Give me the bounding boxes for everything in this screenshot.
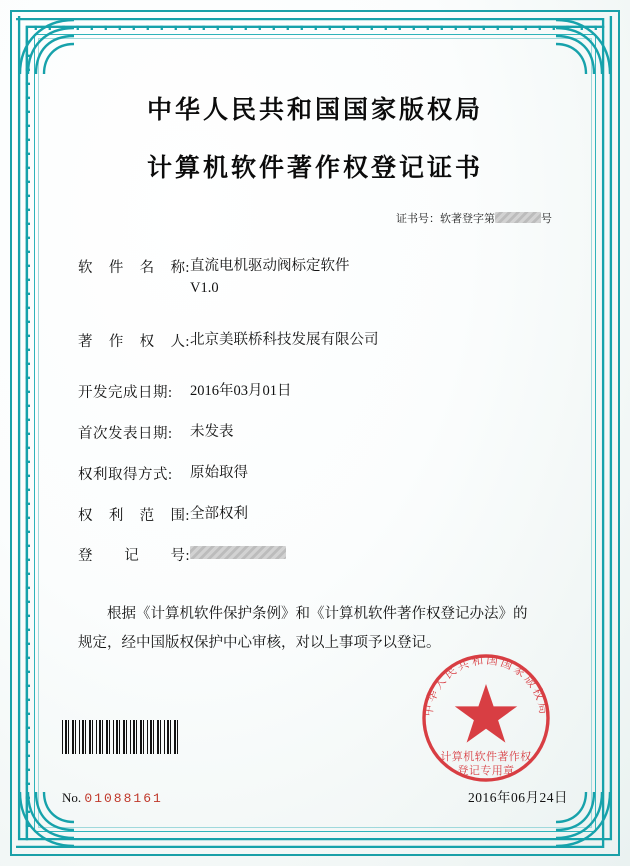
field-label-registration-number [78,544,190,565]
field-value-development-date: 2016年03月01日 [190,383,292,400]
field-label-acquisition-method: 权利取得方式: [78,466,173,483]
field-row-copyright-owner [78,330,578,352]
label-char: 登 [78,548,93,565]
software-version-text: V1.0 [190,279,219,296]
serial-number [62,790,163,806]
certificate-number-label: 证书号： [396,213,440,225]
label-char: 号: [170,548,190,565]
field-label-first-publication-date: 首次发表日期: [78,426,173,442]
title-block [52,90,578,184]
field-row-acquisition-method [78,463,578,485]
legal-statement-line-1: 根据《计算机软件保护条例》和《计算机软件著作权登记办法》的 [107,606,528,622]
field-value-software-name [190,256,578,300]
label-char: 名 [139,260,155,276]
label-char: 软 [78,260,93,276]
field-value-rights-scope: 全部权利 [190,505,248,522]
document-title: 计算机软件著作权登记证书 [146,155,483,182]
legal-statement-line-2: 规定，经中国版权保护中心审核，对以上事项予以登记。 [78,635,441,651]
label-char: 称: [170,260,190,276]
issuer-title: 中华人民共和国国家版权局 [146,97,483,124]
field-row-rights-scope [78,504,578,526]
svg-text:中华人民共和国国家版权局: 中华人民共和国国家版权局 [422,654,550,718]
label-char: 范 [139,507,155,524]
svg-text:登记专用章: 登记专用章 [457,765,515,777]
barcode [62,720,180,754]
field-row-first-publication-date [78,422,578,444]
label-char: 人: [170,333,190,350]
certificate-number-suffix: 号 [541,213,552,225]
serial-number-value: 01088161 [84,791,163,806]
registration-number-redacted [190,546,286,559]
label-char: 权 [139,333,155,350]
field-row-registration-number [78,544,578,566]
official-seal [416,648,556,788]
field-value-registration-number [190,544,578,566]
svg-text:计算机软件著作权: 计算机软件著作权 [440,751,532,763]
software-name-text: 直流电机驱动阀标定软件 [190,258,350,274]
field-label-development-date: 开发完成日期: [78,385,173,402]
certificate-number-prefix: 软著登字第 [440,213,495,225]
certificate-number-line [52,210,578,226]
field-value-copyright-owner: 北京美联桥科技发展有限公司 [190,331,379,348]
label-char: 著 [78,333,93,350]
field-label-rights-scope [78,504,190,525]
field-row-development-date [78,381,578,403]
field-label-software-name [78,256,190,277]
issue-date: 2016年06月24日 [468,790,568,805]
label-char: 权 [78,507,93,524]
field-value-acquisition-method: 原始取得 [190,464,248,481]
label-char: 作 [108,333,124,350]
field-list [52,256,578,566]
label-char: 记 [124,548,140,565]
label-char: 利 [108,507,124,524]
field-value-first-publication-date: 未发表 [190,424,234,440]
label-char: 围: [170,507,190,524]
field-label-copyright-owner [78,330,190,351]
certificate-number-redacted [495,212,541,223]
label-char: 件 [108,260,124,276]
field-row-software-name [78,256,578,300]
serial-number-label: No. [62,790,82,805]
